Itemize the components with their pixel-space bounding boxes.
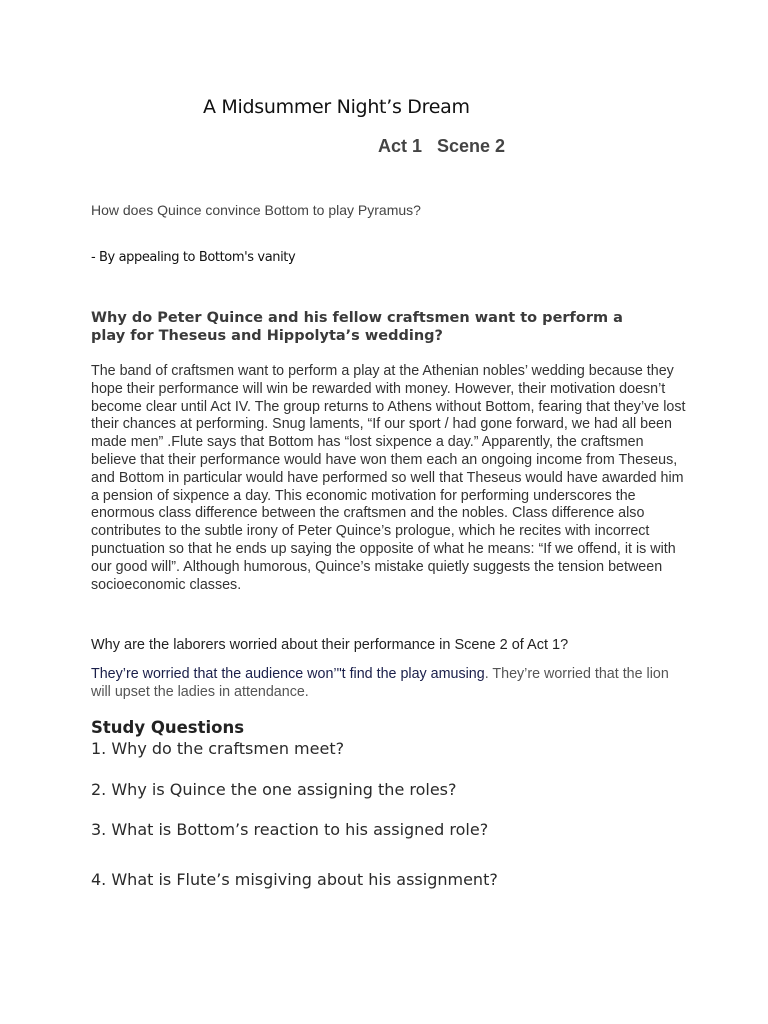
question-quince-convince: How does Quince convince Bottom to play Pyramus?	[91, 202, 421, 218]
answer-quince-convince: - By appealing to Bottom's vanity	[91, 250, 296, 265]
answer-laborers-worried-part1: They’re worried that the audience won’"t find the play amusing	[91, 666, 485, 682]
question-craftsmen-motive: Why do Peter Quince and his fellow craftsmen want to perform a play for Theseus and Hippolyta’s wedding?	[91, 310, 623, 344]
answer-laborers-worried-part2: . They’re worried that the lion will upset the ladies in attendance.	[91, 666, 669, 700]
study-questions-heading: Study Questions	[91, 718, 245, 737]
act-scene-heading: Act 1 Scene 2	[378, 136, 506, 156]
answer-laborers-worried	[91, 666, 681, 702]
question-laborers-worried: Why are the laborers worried about their performance in Scene 2 of Act 1?	[91, 637, 569, 653]
study-question-4: 4. What is Flute’s misgiving about his assignment?	[91, 870, 498, 889]
study-question-2: 2. Why is Quince the one assigning the roles?	[91, 780, 457, 799]
study-question-1: 1. Why do the craftsmen meet?	[91, 739, 345, 758]
answer-craftsmen-motive: The band of craftsmen want to perform a play at the Athenian nobles’ wedding because they hope their performance will win be rewarded with money. However, their motivation doesn’t become clear until Act IV. The group returns to Athens without Bottom, fearing that they’ve lost their chances at performing. Snug laments, “If our sport / had gone forward, we had all been made men” .Flute says that Bottom has “lost sixpence a day.” Apparently, the craftsmen believe that their performance would have won them each an ongoing income from Theseus, and Bottom in particular would have performed so well that Theseus would have awarded him a pension of sixpence a day. This economic motivation for performing underscores the enormous class difference between the craftsmen and the nobles. Class difference also contributes to the subtle irony of Peter Quince’s prologue, which he recites with incorrect punctuation so that he ends up saying the opposite of what he means: “If we offend, it is with our good will”. Although humorous, Quince’s mistake quietly suggests the tension between socioeconomic classes.	[91, 363, 686, 593]
document-title: A Midsummer Night’s Dream	[203, 96, 470, 118]
study-question-3: 3. What is Bottom’s reaction to his assigned role?	[91, 820, 489, 839]
